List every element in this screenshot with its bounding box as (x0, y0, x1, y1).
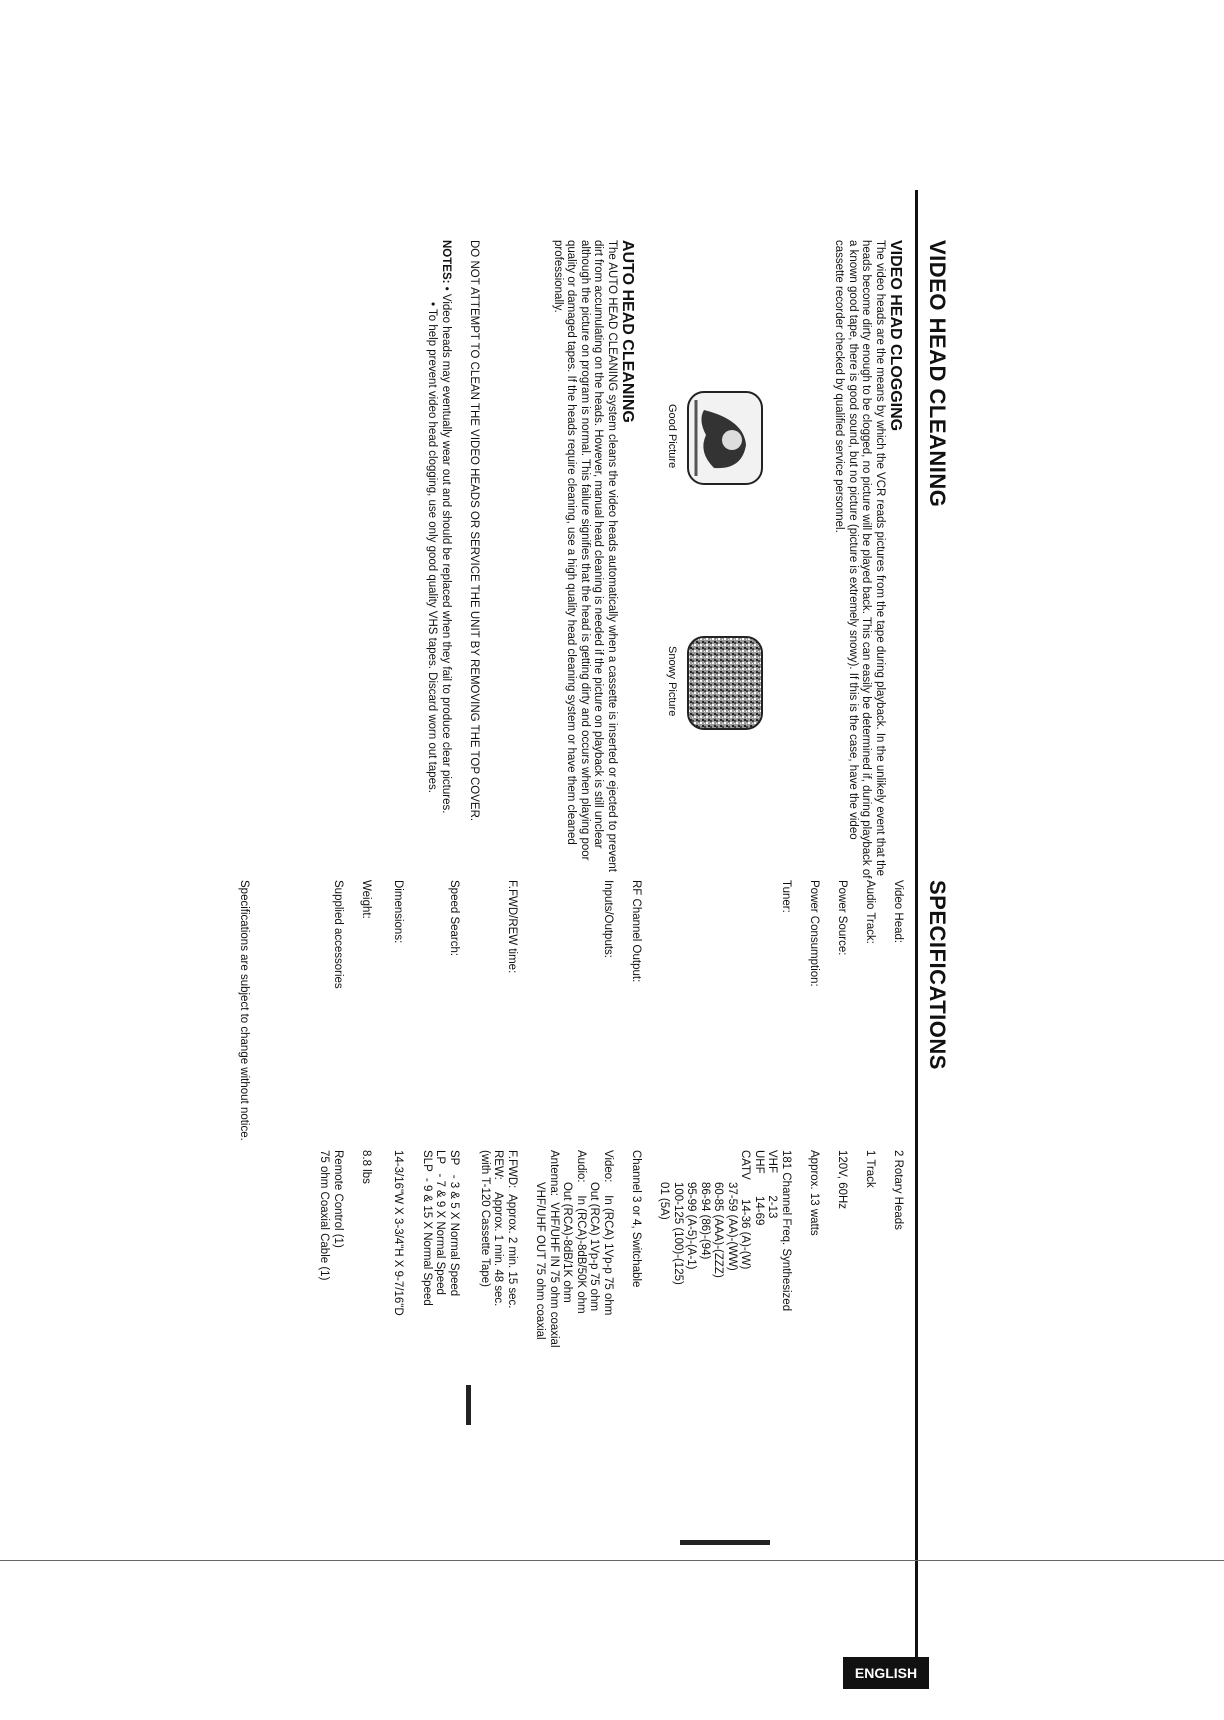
scan-mark (466, 1385, 471, 1425)
specifications-title: SPECIFICATIONS (925, 880, 950, 1070)
spec-label: Audio Track: (864, 880, 876, 944)
note-1: • Video heads may eventually wear out and should be replaced when they fail to produce clear pictures. (440, 286, 452, 814)
clogging-heading: VIDEO HEAD CLOGGING (887, 240, 904, 432)
video-head-cleaning-title: VIDEO HEAD CLEANING (925, 240, 950, 508)
spec-value: 120V, 60Hz (836, 1150, 848, 1210)
spec-label: RF Channel Output: (630, 880, 642, 983)
spec-label: Power Source: (836, 880, 848, 956)
spec-label: Video Head: (892, 880, 904, 944)
spec-value: Video: In (RCA) 1Vp-p 75 ohm Out (RCA) 1Vp-p 75 ohm Audio: In (RCA)-8dB/50K ohm Out (RCA)-8dB/1K ohm Antenna: VHF/UHF IN 75 ohm coaxial VHF/UHF OUT 75 ohm coaxial (534, 1150, 614, 1348)
good-picture-image (686, 390, 764, 486)
spec-value: 181 Channel Freq. Synthesized VHF 2-13 UHF 14-69 CATV 14-36 (A)-(W) 37-59 (AA)-(WW) 60-85 (AAA)-(ZZZ) 86-94 (86)-(94) 95-99 (A-5)-(A-1) 100-125 (100)-(125) 01 (5A) (658, 1150, 792, 1312)
spec-label: Dimensions: (392, 880, 404, 944)
snowy-picture-caption: Snowy Picture (666, 646, 678, 717)
spec-label: Tuner: (780, 880, 792, 913)
notes-label: NOTES: (440, 240, 452, 284)
spec-value: Approx. 13 watts (808, 1150, 820, 1236)
good-picture-caption: Good Picture (666, 404, 678, 469)
picture-comparison (654, 240, 764, 880)
spec-label: Supplied accessories (332, 880, 344, 989)
spec-label: Speed Search: (448, 880, 460, 957)
spec-label: Inputs/Outputs: (602, 880, 614, 958)
clogging-text: The video heads are the means by which the VCR reads pictures from the tape during playback. In the unlikely event that the heads become dirty enough to be clogged, no picture will be played back. This can easily be determined if, during playback of a known good tape, there is good sound, but no picture (picture is extremely snowy). If this is the case, have the video cassette recorder checked by qualified service personnel. (833, 240, 886, 879)
snowy-picture-image (686, 635, 764, 731)
notes (425, 240, 452, 880)
auto-text: The AUTO HEAD CLEANING system cleans the video heads automatically when a cassette is inserted or ejected to prevent dirt from accumulating on the heads. However, manual head cleaning is needed if the picture on playback is still unclear although the picture on program is normal. This failure signifies that the head is getting dirty and occurs when playing poor quality or damaged tapes. If the heads require cleaning, use a high quality head cleaning system or have them cleaned professionally. (552, 240, 618, 872)
auto-heading: AUTO HEAD CLEANING (619, 240, 636, 423)
note-2: • To help prevent video head clogging, use only good quality VHS tapes. Discard worn out tapes. (426, 302, 439, 793)
spec-value: 1 Track (864, 1150, 876, 1188)
spec-label: F.FWD/REW time: (506, 880, 518, 974)
header-rule (915, 190, 918, 1680)
specifications-footer: Specifications are subject to change without notice. (238, 880, 250, 1141)
spec-label: Power Consumption: (808, 880, 820, 987)
spec-value: F.FWD: Approx. 2 min. 15 sec. REW: Approx. 1 min. 48 sec. (with T-120 Cassette Tape) (479, 1150, 518, 1309)
warning-text: DO NOT ATTEMPT TO CLEAN THE VIDEO HEADS OR SERVICE THE UNIT BY REMOVING THE TOP COVER. (468, 240, 480, 822)
spec-value: 2 Rotary Heads (892, 1150, 904, 1230)
scan-edge (0, 1560, 1224, 1561)
rotated-manual-page (180, 190, 950, 1720)
scan-mark (680, 1540, 770, 1545)
spec-value: 14-3/16"W X 3-3/4"H X 9-7/16"D (392, 1150, 404, 1316)
spec-value: Channel 3 or 4, Switchable (630, 1150, 642, 1288)
spec-value: 8.8 lbs (360, 1150, 372, 1184)
spec-value: Remote Control (1) 75 ohm Coaxial Cable (1) (318, 1150, 344, 1281)
auto-head-cleaning-section (551, 240, 637, 880)
video-head-clogging-section (832, 240, 904, 880)
spec-value: SP - 3 & 5 X Normal Speed LP - 7 & 9 X Normal Speed SLP - 9 & 15 X Normal Speed (421, 1150, 460, 1306)
language-badge: ENGLISH (843, 1657, 929, 1689)
spec-label: Weight: (360, 880, 372, 919)
